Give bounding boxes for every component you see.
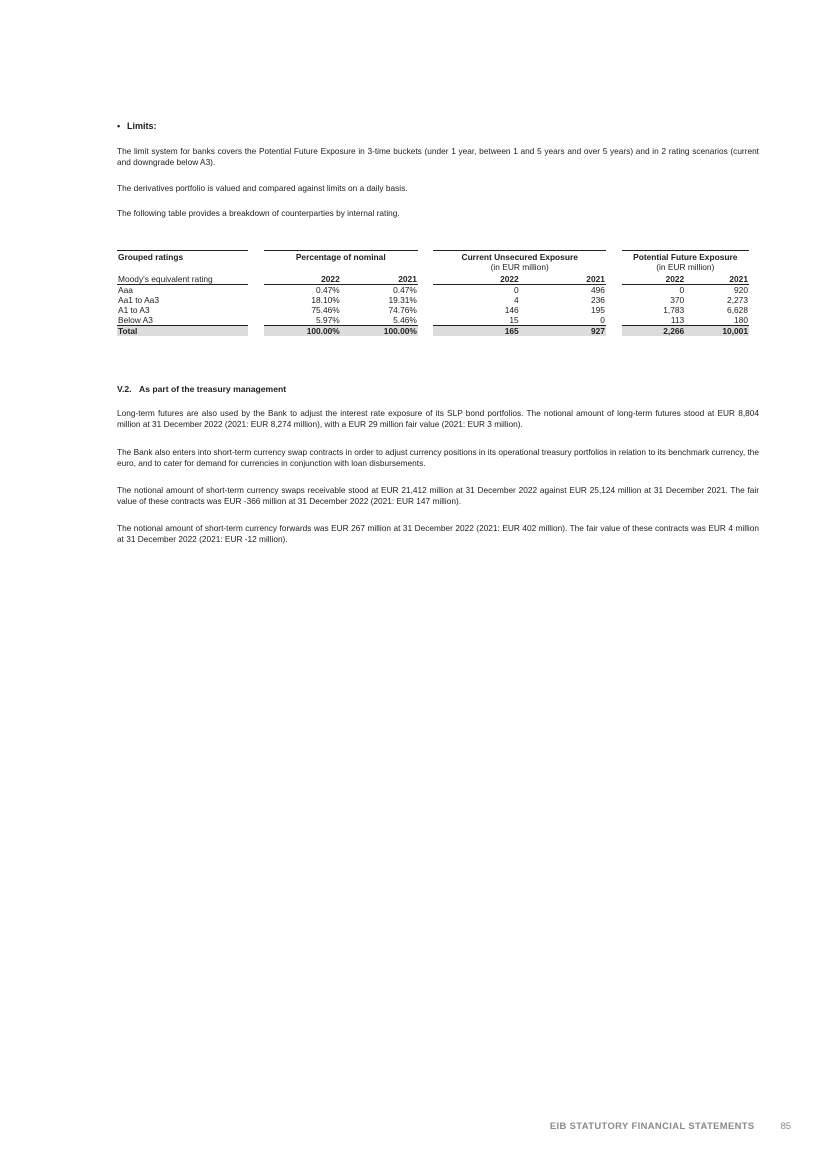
section-title: As part of the treasury management xyxy=(139,384,287,394)
section-paragraph-3: The notional amount of short-term currency swaps receivable stood at EUR 21,412 million at 31 December 2022 against EUR 25,124 million at 31 December 2021. The fair value of these contracts was EUR -366 million at 31 December 2022 (2021: EUR 147 million). xyxy=(117,485,759,506)
section-paragraph-1: Long-term futures are also used by the Bank to adjust the interest rate exposure of its SLP bond portfolios. The notional amount of long-term futures stood at EUR 8,804 million at 31 December 2022 (2021: EUR 8,274 million), with a EUR 29 million fair value (2021: EUR 3 million). xyxy=(117,408,759,429)
total-label: Total xyxy=(117,326,248,337)
row-label: Below A3 xyxy=(118,315,153,325)
section-paragraph-2: The Bank also enters into short-term currency swap contracts in order to adjust currency positions in its operational treasury portfolios in relation to its benchmark currency, the euro, and to cater for demand for currencies in conjunction with loan disbursements. xyxy=(117,447,759,468)
limits-heading xyxy=(117,121,157,131)
cell: 6,628 xyxy=(727,305,748,315)
limits-paragraph-3: The following table provides a breakdown of counterparties by internal rating. xyxy=(117,208,400,218)
section-heading xyxy=(117,384,286,394)
row-label: Aa1 to Aa3 xyxy=(118,295,159,305)
cell: 113 xyxy=(670,315,685,325)
page-number: 85 xyxy=(780,1120,791,1131)
unit-label: (in EUR million) xyxy=(656,262,715,272)
table-row xyxy=(117,285,749,296)
total-cell: 927 xyxy=(520,326,606,337)
col-percentage-of-nominal: Percentage of nominal xyxy=(264,251,418,263)
limits-heading-text: Limits: xyxy=(127,121,157,131)
cell: 2,273 xyxy=(727,295,748,305)
page-footer xyxy=(550,1120,791,1131)
ratings-table xyxy=(117,250,749,336)
table-total-row xyxy=(117,326,749,337)
cell: 146 xyxy=(504,305,519,315)
cell: 1,783 xyxy=(663,305,685,315)
cell: 0 xyxy=(679,285,685,295)
total-cell: 100.00% xyxy=(341,326,418,337)
cell: 236 xyxy=(590,295,605,305)
year-header: 2021 xyxy=(520,272,606,285)
year-header: 2022 xyxy=(264,272,341,285)
year-header: 2022 xyxy=(622,272,686,285)
cell: 15 xyxy=(509,315,519,325)
limits-paragraph-1: The limit system for banks covers the Potential Future Exposure in 3-time buckets (under 1 year, between 1 and 5 years and over 5 years) and in 2 rating scenarios (current and downgrade below A3). xyxy=(117,146,759,167)
cell: 0.47% xyxy=(316,285,340,295)
cell: 370 xyxy=(670,295,685,305)
table-row xyxy=(117,295,749,305)
cell: 74.76% xyxy=(388,305,417,315)
cell: 19.31% xyxy=(388,295,417,305)
bullet-icon: • xyxy=(117,121,121,131)
total-cell: 165 xyxy=(433,326,519,337)
year-header: 2022 xyxy=(433,272,519,285)
cell: 0 xyxy=(514,285,519,295)
cell: 4 xyxy=(514,295,519,305)
table-row xyxy=(117,305,749,315)
row-label: Aaa xyxy=(118,285,133,295)
cell: 18.10% xyxy=(311,295,340,305)
col-grouped-ratings: Grouped ratings xyxy=(117,251,248,263)
cell: 920 xyxy=(734,285,748,295)
cell: 496 xyxy=(590,285,605,295)
row-label: A1 to A3 xyxy=(118,305,150,315)
cell: 5.46% xyxy=(393,315,417,325)
sub-label: Moody's equivalent rating xyxy=(117,272,248,285)
cell: 75.46% xyxy=(311,305,340,315)
table-row xyxy=(117,315,749,326)
unit-label: (in EUR million) xyxy=(490,262,549,272)
cell: 180 xyxy=(734,315,748,325)
col-potential-future-exposure: Potential Future Exposure xyxy=(622,251,749,263)
section-paragraph-4: The notional amount of short-term currency forwards was EUR 267 million at 31 December 2022 (2021: EUR 402 million). The fair value of these contracts was EUR 4 million at 31 December 2022 (2021: EUR -12 million). xyxy=(117,523,759,544)
cell: 0.47% xyxy=(393,285,417,295)
total-cell: 2,266 xyxy=(622,326,686,337)
section-number: V.2. xyxy=(117,384,132,394)
footer-title: EIB STATUTORY FINANCIAL STATEMENTS xyxy=(549,1120,755,1131)
limits-paragraph-2: The derivatives portfolio is valued and compared against limits on a daily basis. xyxy=(117,183,408,193)
table-header-row xyxy=(117,251,749,263)
col-current-unsecured-exposure: Current Unsecured Exposure xyxy=(433,251,605,263)
year-header: 2021 xyxy=(685,272,749,285)
cell: 5.97% xyxy=(316,315,340,325)
cell: 195 xyxy=(590,305,605,315)
cell: 0 xyxy=(600,315,605,325)
total-cell: 10,001 xyxy=(685,326,749,337)
total-cell: 100.00% xyxy=(264,326,341,337)
table-unit-row xyxy=(117,262,749,272)
table-year-row xyxy=(117,272,749,285)
year-header: 2021 xyxy=(341,272,418,285)
